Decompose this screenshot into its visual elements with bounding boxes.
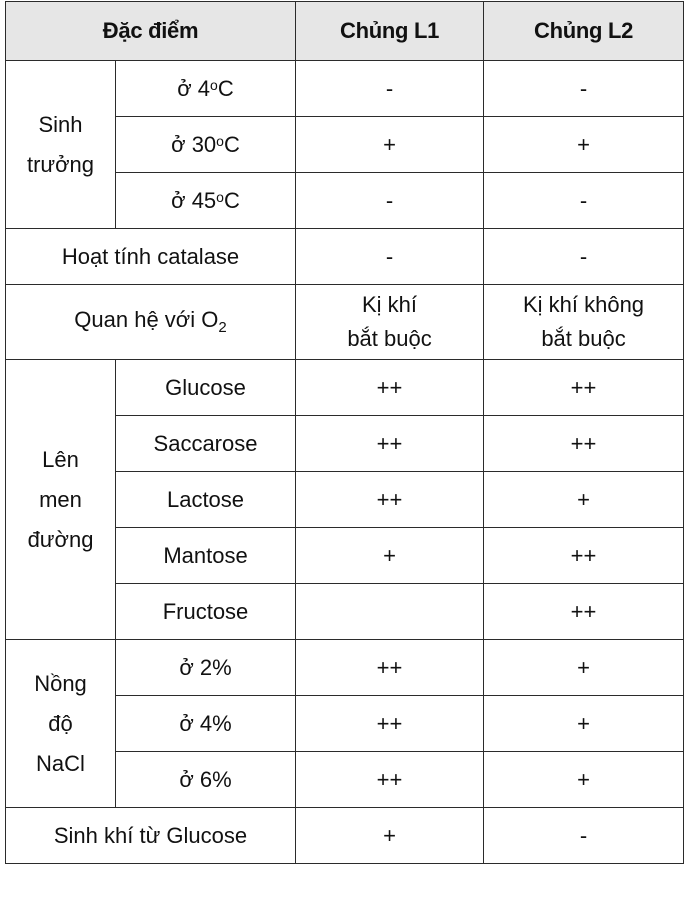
value-l2: + [484, 640, 684, 696]
header-strain-l2: Chủng L2 [484, 2, 684, 61]
catalase-label: Hoạt tính catalase [6, 229, 296, 285]
group-nacl [6, 640, 116, 808]
sugar-cell: Fructose [116, 584, 296, 640]
condition-cell: ở 4% [116, 696, 296, 752]
sugar-cell: Saccarose [116, 416, 296, 472]
value-l1: + [296, 528, 484, 584]
value-l2: ++ [484, 528, 684, 584]
gas-label: Sinh khí từ Glucose [6, 808, 296, 864]
value-l2: ++ [484, 416, 684, 472]
condition-cell: ở 6% [116, 752, 296, 808]
value-l2: + [484, 472, 684, 528]
sugar-cell: Lactose [116, 472, 296, 528]
value-l1: ++ [296, 360, 484, 416]
value-l2: ++ [484, 360, 684, 416]
group-label: Lên [42, 446, 79, 472]
value-l1: + [296, 808, 484, 864]
condition-cell: ở 2% [116, 640, 296, 696]
group-label: Nồng [34, 670, 87, 696]
value-l1 [296, 584, 484, 640]
table-row [6, 808, 684, 864]
value-l1: ++ [296, 416, 484, 472]
header-row [6, 2, 684, 61]
value-l1: ++ [296, 472, 484, 528]
value-l2: + [484, 117, 684, 173]
value-l1: Kị khí bắt buộc [296, 285, 484, 360]
value-l2: + [484, 752, 684, 808]
value-l2: - [484, 61, 684, 117]
value-l2: - [484, 173, 684, 229]
group-label: trưởng [26, 151, 95, 177]
value-l1: - [296, 61, 484, 117]
oxygen-label: Quan hệ với $O_2$ [6, 285, 296, 360]
table-row [6, 61, 684, 117]
table-row [6, 229, 684, 285]
group-label: NaCl [36, 750, 85, 776]
group-label: đường [27, 526, 94, 552]
group-label: Sinh [38, 111, 83, 137]
condition-cell: ở 4$^o$C [116, 61, 296, 117]
group-fermentation [6, 360, 116, 640]
condition-cell: ở 45$^o$C [116, 173, 296, 229]
value-l2: - [484, 229, 684, 285]
value-l1: ++ [296, 640, 484, 696]
value-l1: ++ [296, 696, 484, 752]
value-l1: - [296, 173, 484, 229]
value-l2: - [484, 808, 684, 864]
group-label: độ [48, 710, 73, 736]
table-row [6, 360, 684, 416]
value-l2: Kị khí không bắt buộc [484, 285, 684, 360]
value-l1: - [296, 229, 484, 285]
sugar-cell: Glucose [116, 360, 296, 416]
table-row [6, 640, 684, 696]
value-l1: ++ [296, 752, 484, 808]
group-growth [6, 61, 116, 229]
value-l1: + [296, 117, 484, 173]
value-l2: + [484, 696, 684, 752]
value-l2: ++ [484, 584, 684, 640]
header-feature: Đặc điểm [6, 2, 296, 61]
sugar-cell: Mantose [116, 528, 296, 584]
characteristics-table [5, 1, 684, 864]
table-row [6, 285, 684, 360]
header-strain-l1: Chủng L1 [296, 2, 484, 61]
group-label: men [39, 486, 82, 512]
condition-cell: ở 30$^o$C [116, 117, 296, 173]
